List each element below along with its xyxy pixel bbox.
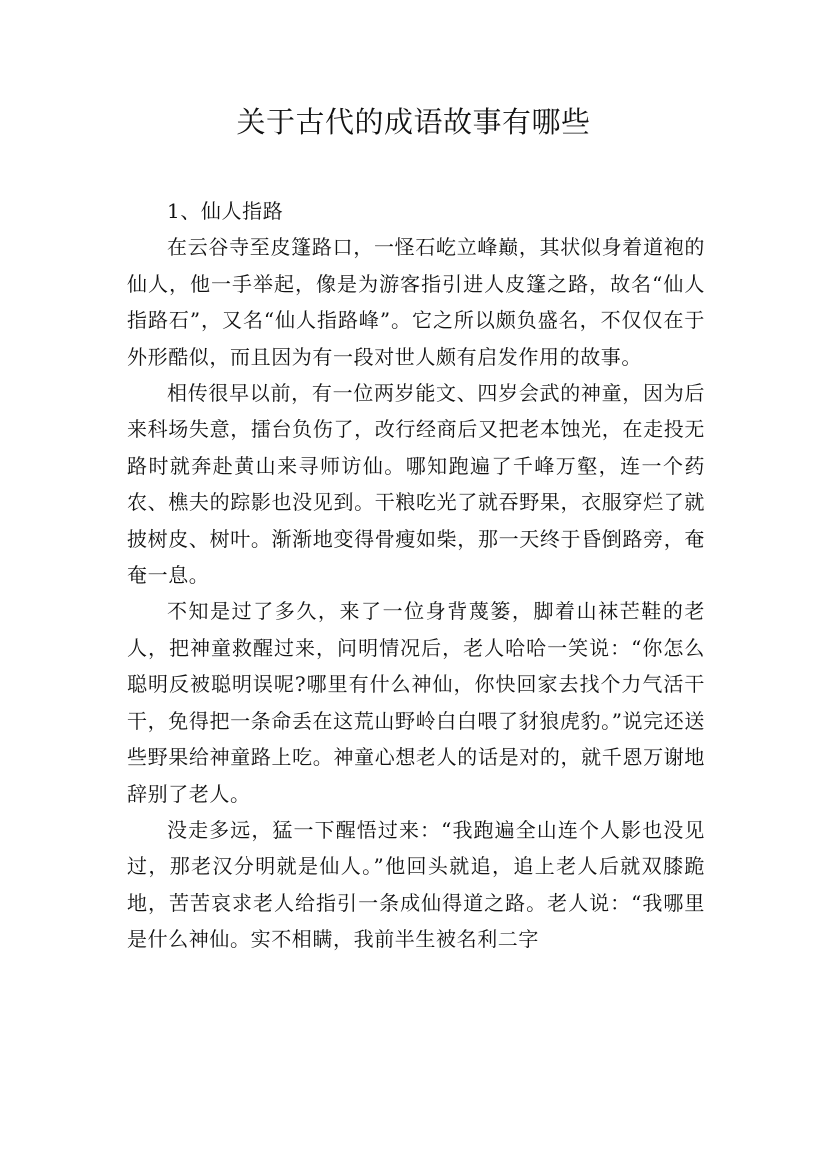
document-title: 关于古代的成语故事有哪些: [236, 105, 591, 139]
paragraph: 相传很早以前，有一位两岁能文、四岁会武的神童，因为后来科场失意，擂台负伤了，改行经商后又把老本蚀光，在走投无路时就奔赴黄山来寻师访仙。哪知跑遍了千峰万壑，连一个药农、樵夫的踪影也没见到。干粮吃光了就吞野果，衣服穿烂了就披树皮、树叶。渐渐地变得骨瘦如柴，那一天终于昏倒路旁，奄奄一息。: [127, 381, 705, 588]
paragraph: 在云谷寺至皮篷路口，一怪石屹立峰巅，其状似身着道袍的仙人，他一手举起，像是为游客指引进人皮篷之路，故名“仙人指路石”，又名“仙人指路峰”。它之所以颇负盛名，不仅仅在于外形酷似，而且因为有一段对世人颇有启发作用的故事。: [127, 235, 705, 369]
paragraph: 不知是过了多久，来了一位身背蔑篓，脚着山袜芒鞋的老人，把神童救醒过来，问明情况后，老人哈哈一笑说：“你怎么聪明反被聪明误呢?哪里有什么神仙，你快回家去找个力气活干干，免得把一条命丢在这荒山野岭白白喂了豺狼虎豹。”说完还送些野果给神童路上吃。神童心想老人的话是对的，就千恩万谢地辞别了老人。: [127, 599, 705, 806]
paragraph: 没走多远，猛一下醒悟过来：“我跑遍全山连个人影也没见过，那老汉分明就是仙人。”他回头就追，追上老人后就双膝跪地，苦苦哀求老人给指引一条成仙得道之路。老人说：“我哪里是什么神仙。实不相瞒，我前半生被名利二字: [127, 817, 705, 952]
section-heading: 1、仙人指路: [167, 199, 284, 223]
document-body: [127, 193, 705, 958]
